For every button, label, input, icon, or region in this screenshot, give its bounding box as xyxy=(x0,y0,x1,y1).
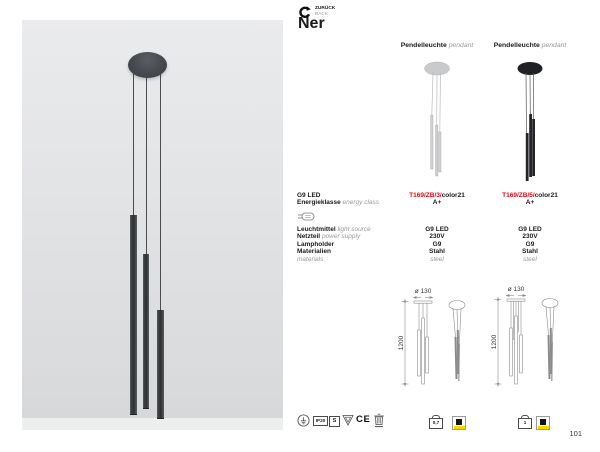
swatch-black xyxy=(456,419,463,425)
ip20-badge: IP20 xyxy=(313,416,328,426)
ce-mark: CE xyxy=(356,414,371,425)
color-swatch-icon-2 xyxy=(536,416,550,430)
spec-labels-energy xyxy=(297,192,392,207)
product-type-1 xyxy=(393,42,481,49)
power-value: 230V xyxy=(429,233,445,241)
type-en: pendant xyxy=(448,42,474,49)
pendant-tube xyxy=(157,310,164,419)
energy-class-value: A+ xyxy=(432,199,442,207)
color-swatch-icon-1 xyxy=(452,416,466,430)
product-thumbnail-white xyxy=(393,57,481,185)
swatch-yellow xyxy=(454,426,465,429)
product-photo xyxy=(22,20,283,430)
back-label-en: BACK xyxy=(315,11,329,17)
certification-icons xyxy=(297,413,397,429)
product-type-2 xyxy=(486,42,574,49)
spec-values-1 xyxy=(393,226,481,263)
power-label: Netzteil power supply xyxy=(297,233,361,241)
dimension-drawing-2 xyxy=(490,280,574,396)
material-value-en: steel xyxy=(523,255,537,263)
product-code-2 xyxy=(486,192,574,207)
material-value-de: Stahl xyxy=(522,248,538,256)
page-number: 101 xyxy=(569,429,582,438)
swatch-yellow xyxy=(538,426,549,429)
material-value-de: Stahl xyxy=(429,248,445,256)
pendant-cable xyxy=(133,74,134,215)
light-source-value: G9 LED xyxy=(518,226,542,233)
height-label: 1200 xyxy=(398,335,405,351)
pendant-cable xyxy=(146,68,147,254)
lampholder-value: G9 xyxy=(525,240,535,248)
swatch-black xyxy=(540,419,547,425)
pendant-tube xyxy=(143,254,149,409)
weight-icon-2 xyxy=(518,414,532,428)
code-red: T169/ZB/3/ xyxy=(409,192,442,199)
material-value-en: steel xyxy=(430,255,444,263)
weee-bin-icon xyxy=(373,413,385,428)
weight-value: 0,7 xyxy=(429,418,443,429)
product-thumbnail-black xyxy=(486,57,574,185)
pendant-tube xyxy=(130,215,137,415)
type-de: Pendelleuchte xyxy=(493,42,540,49)
code-red: T169/ZB/5/ xyxy=(502,192,535,199)
power-value: 230V xyxy=(522,233,538,241)
spec-values-2 xyxy=(486,226,574,263)
material-label-en: materials xyxy=(297,255,324,263)
s-mark-badge: S xyxy=(329,416,340,427)
page-title: Ner xyxy=(298,15,325,32)
weight-value: 1 xyxy=(518,418,532,429)
ceiling-canopy xyxy=(128,52,167,78)
weight-icon-1 xyxy=(429,414,443,428)
type-de: Pendelleuchte xyxy=(400,42,447,49)
energy-class-value: A+ xyxy=(525,199,535,207)
back-label-de: ZURÜCK xyxy=(315,6,336,11)
energy-class-label: Energieklasse energy class xyxy=(297,199,380,207)
spec-labels-main xyxy=(297,226,392,263)
diameter-label: ø 130 xyxy=(414,288,432,295)
code-black: color21 xyxy=(441,192,465,199)
material-label-de: Materialien xyxy=(297,248,331,256)
g9-bulb-icon xyxy=(297,212,315,221)
dimension-drawing-1 xyxy=(397,282,481,396)
pendant-cable xyxy=(160,74,161,310)
photo-floor-strip xyxy=(22,418,283,430)
lampholder-label: Lampholder xyxy=(297,240,335,248)
type-en: pendant xyxy=(541,42,567,49)
product-code-1 xyxy=(393,192,481,207)
f-mark-icon xyxy=(342,414,354,426)
code-black: color21 xyxy=(534,192,558,199)
height-label: 1200 xyxy=(491,334,498,350)
diameter-label: ø 130 xyxy=(507,286,525,293)
lampholder-value: G9 xyxy=(432,240,442,248)
light-source-value: G9 LED xyxy=(425,226,449,233)
light-source-label: Leuchtmittel light source xyxy=(297,226,371,233)
lamp-type-label: G9 LED xyxy=(297,192,321,199)
protection-class-icon xyxy=(297,414,310,427)
